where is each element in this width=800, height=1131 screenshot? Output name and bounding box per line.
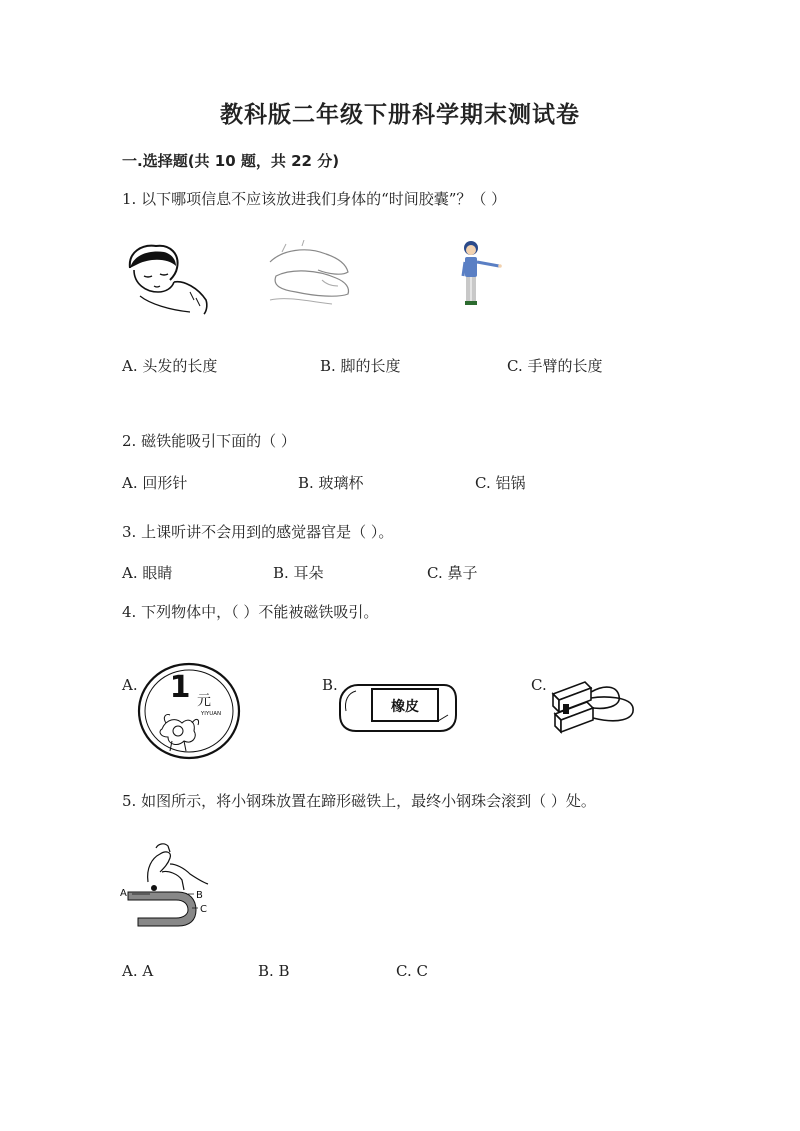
question-3-text: 3. 上课听讲不会用到的感觉器官是（ ）。 — [122, 523, 394, 541]
standing-boy-figure — [455, 238, 510, 310]
eraser-label: 橡皮 — [391, 699, 419, 715]
question-5-option-b[interactable]: B. B — [258, 962, 290, 980]
question-2-option-b[interactable]: B. 玻璃杯 — [298, 474, 364, 492]
question-1-text: 1. 以下哪项信息不应该放进我们身体的“时间胶囊”？（ ） — [122, 190, 507, 208]
question-1-option-c[interactable]: C. 手臂的长度 — [507, 357, 603, 375]
eraser-figure — [338, 681, 458, 735]
question-5-text: 5. 如图所示，将小钢珠放置在蹄形磁铁上，最终小钢珠会滚到（ ）处。 — [122, 792, 596, 810]
question-2-option-a[interactable]: A. 回形针 — [122, 474, 188, 492]
one-yuan-coin-figure — [136, 661, 244, 761]
question-4-option-a[interactable]: A. — [122, 676, 138, 694]
question-2-text: 2. 磁铁能吸引下面的（ ） — [122, 432, 296, 450]
question-5-option-c[interactable]: C. C — [396, 962, 428, 980]
coin-pinyin: YIYUAN — [200, 711, 222, 717]
magnet-label-c: C — [200, 904, 207, 915]
coin-yuan-char: 元 — [197, 693, 211, 709]
sleeping-child-figure — [120, 240, 215, 315]
page-title: 教科版二年级下册科学期末测试卷 — [220, 102, 580, 128]
question-4-option-b[interactable]: B. — [322, 676, 338, 694]
binder-clip-figure — [545, 674, 641, 736]
coin-numeral: 1 — [169, 670, 191, 705]
question-3-option-a[interactable]: A. 眼睛 — [122, 564, 173, 582]
section-heading: 一.选择题(共 10 题，共 22 分) — [122, 152, 340, 170]
question-1-option-b[interactable]: B. 脚的长度 — [320, 357, 401, 375]
question-4-text: 4. 下列物体中，（ ）不能被磁铁吸引。 — [122, 603, 379, 621]
magnet-label-b: B — [196, 890, 203, 901]
feet-figure — [262, 240, 357, 310]
question-2-option-c[interactable]: C. 铝锅 — [475, 474, 526, 492]
horseshoe-magnet-figure — [118, 842, 218, 932]
question-4-option-c[interactable]: C. — [531, 676, 547, 694]
magnet-label-a: A — [120, 888, 127, 899]
question-5-option-a[interactable]: A. A — [122, 962, 154, 980]
question-3-option-b[interactable]: B. 耳朵 — [273, 564, 324, 582]
question-3-option-c[interactable]: C. 鼻子 — [427, 564, 478, 582]
question-1-option-a[interactable]: A. 头发的长度 — [122, 357, 218, 375]
